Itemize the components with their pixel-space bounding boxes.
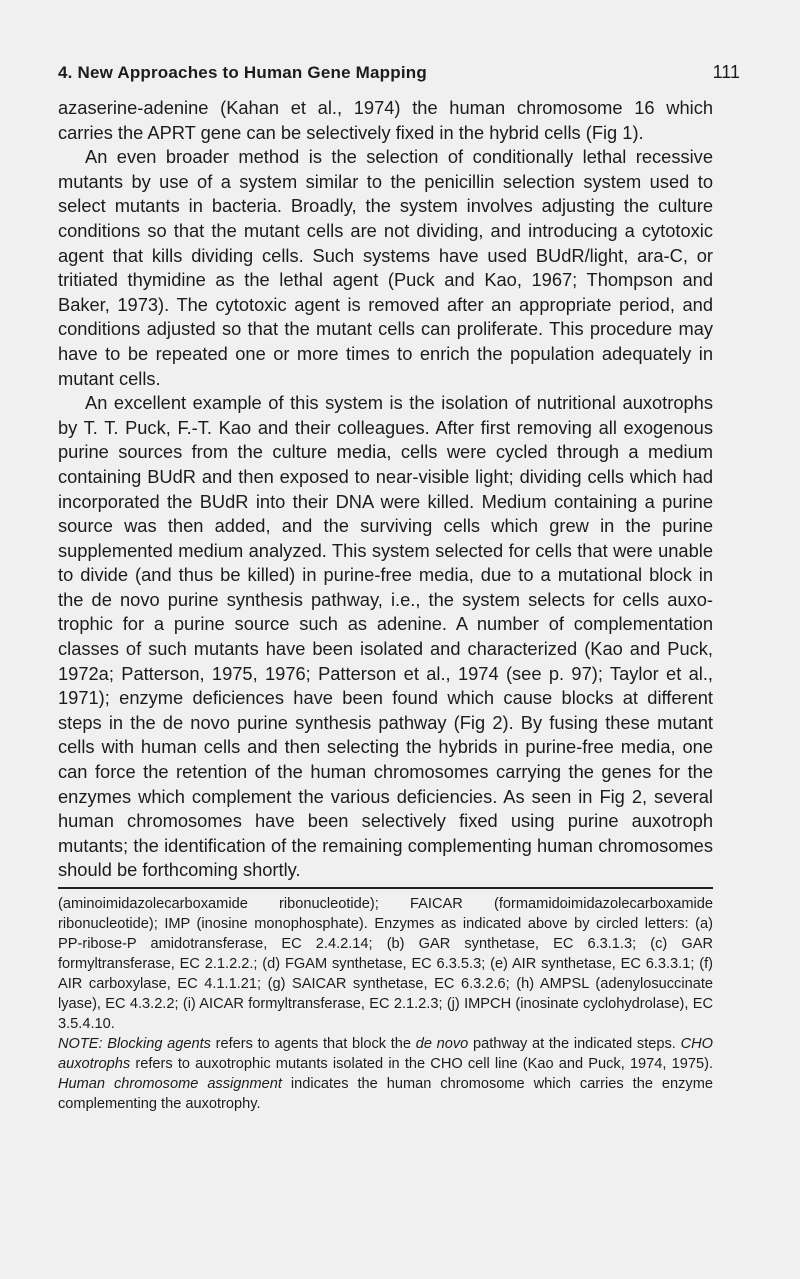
- running-header: [58, 62, 740, 83]
- note-text-2: pathway at the indicated steps.: [472, 1036, 676, 1052]
- enzyme-legend: (aminoimidazolecarboxamide ribonucleotide); FAICAR (formamidoimidazolecarboxamide ribonucleotide); IMP (inosine monophosphate). Enzymes as indicated above by circled letters: (a) PP-ribose-P amidotransferase, EC 2.4.2.14; (b) GAR synthetase, EC 6.3.1.3; (c) GAR formyltransferase, EC 2.1.2.2.; (d) FGAM synthetase, EC 6.3.5.3; (e) AIR synthetase, EC 6.3.3.1; (f) AIR carboxylase, EC 4.1.1.21; (g) SAICAR synthetase, EC 6.3.2.6; (h) AMPSL (adenylosuccinate lyase), EC 4.3.2.2; (i) AICAR formyltransferase, EC 2.1.2.3; (j) IMPCH (inosinate cyclohydrolase), EC 3.5.4.10.: [58, 896, 713, 1032]
- paragraph-2: An even broader method is the selection of conditionally lethal recessive mutants by use of a system similar to the penicillin selection system used to select mutants in bacteria. Broadly, the system involves adjusting the culture conditions so that the mutant cells are not dividing, and introducing a cytotoxic agent that kills dividing cells. Such systems have used BUdR/light, ara-C, or tritiated thymidine as the lethal agent (Puck and Kao, 1967; Thompson and Baker, 1973). The cytotoxic agent is removed after an appropriate period, and conditions adjusted so that the mutant cells can proliferate. This procedure may have to be repeated one or more times to enrich the population adequately in mutant cells.: [58, 146, 713, 389]
- page-number: 111: [712, 62, 740, 82]
- hca-text: indicates the human chromosome which carries the enzyme complementing the auxotrophy.: [58, 1076, 713, 1112]
- note-label: NOTE: Blocking agents: [58, 1036, 211, 1052]
- note-de-novo: de novo: [415, 1036, 469, 1052]
- body-text: [58, 96, 713, 883]
- note-blocking-agents: [58, 1034, 713, 1114]
- hca-label: Human chromosome assignment: [58, 1076, 282, 1092]
- note-text: refers to agents that block the: [215, 1036, 412, 1052]
- paragraph-3: An excellent example of this system is the isolation of nutritional auxotrophs by T. T. Puck, F.-T. Kao and their colleagues. After first removing all exogenous purine sources from the culture media, cells were cycled through a medium containing BUdR and then exposed to near-visible light; dividing cells which had incorporated the BUdR into their DNA were killed. Medium containing a purine source was then added, and the surviving cells which grew in the purine supplemented medium analyzed. This system selected for cells that were unable to divide (and thus be killed) in purine-free media, due to a mutational block in the de novo purine synthesis pathway, i.e., the system selects for cells auxotrophic for a purine source such as adenine. A number of complementation classes of such mutants have been isolated and characterized (Kao and Puck, 1972a; Patterson, 1975, 1976; Patterson et al., 1974 (see p. 97); Taylor et al., 1971); enzyme deficiences have been found which cause blocks at different steps in the de novo purine synthesis pathway (Fig 2). By fusing these mutant cells with human cells and then selecting the hybrids in purine-free media, one can force the retention of the human chromosomes carrying the genes for the enzymes which complement the various deficiencies. As seen in Fig 2, several human chromosomes have been selectively fixed using purine auxotroph mutants; the identification of the remaining complementing human chromosomes should be forthcoming shortly.: [58, 392, 713, 881]
- figure-legend-footnote: [58, 894, 713, 1114]
- chapter-title: 4. New Approaches to Human Gene Mapping: [58, 63, 427, 82]
- cho-text: refers to auxotrophic mutants isolated in the CHO cell line (Kao and Puck, 1974, 1975).: [135, 1056, 714, 1072]
- paragraph-1: azaserine-adenine (Kahan et al., 1974) the human chromosome 16 which carries the APRT gene can be selectively fixed in the hybrid cells (Fig 1).: [58, 97, 713, 143]
- footnote-divider: [58, 887, 713, 889]
- cho-label: CHO auxotrophs: [58, 1036, 713, 1072]
